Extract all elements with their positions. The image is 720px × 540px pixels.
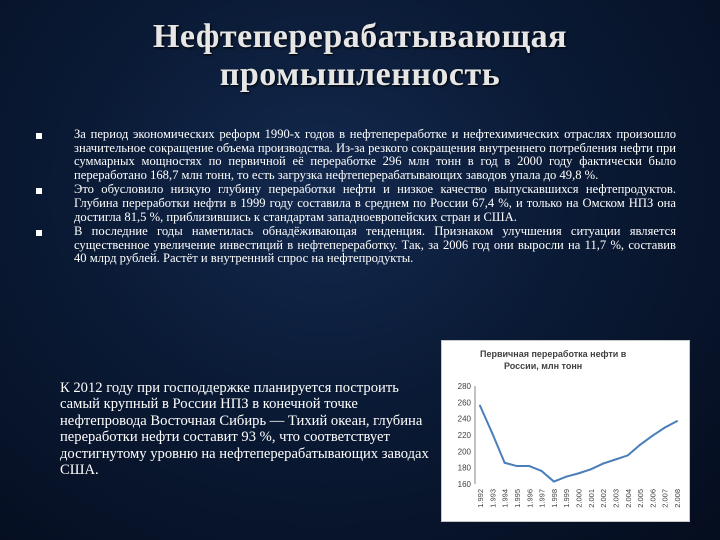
x-tick-label: 2.004 [623,489,633,508]
bullet-text: Это обусловило низкую глубину переработки нефти и низкое качество выпускавшихся нефтепродуктов. Глубина переработки нефти в 1999 году составила в среднем по России 67,4 %, и только на Омском НПЗ она достигла 81,5 %, приблизившись к стандартам западноевропейских стран и США. [74,182,676,224]
x-tick-label: 1.999 [562,489,572,508]
y-tick-label: 220 [457,431,471,440]
bullet-text: В последние годы наметилась обнадёживающая тенденция. Признаком улучшения ситуации является существенное увеличение инвестиций в нефтепереработку. Так, за 2006 год они выросли на 11,7 %, составив 40 млрд рублей. Растёт и внутренний спрос на нефтепродукты. [74,224,676,266]
data-point [516,465,518,467]
data-point [590,468,592,470]
y-tick-label: 180 [457,463,471,473]
y-tick-label: 160 [457,480,471,489]
series-line [480,406,677,482]
y-tick-label: 260 [457,398,471,408]
square-bullet-icon [36,230,42,236]
bullet-list [36,128,676,267]
y-tick-label: 200 [457,447,471,457]
x-tick-label: 2.000 [574,489,584,508]
data-point [614,459,616,461]
y-tick-label: 240 [457,414,471,424]
data-point [541,470,543,472]
data-point [664,427,666,429]
bottom-paragraph: К 2012 году при господдержке планируется построить самый крупный в России НПЗ в конечной точке нефтепровода Восточная Сибирь — Тихий океан, глубина переработки нефти составит 93 %, что соответствует достигнутому уровню на нефтеперерабатывающих заводах США. [60,380,429,479]
y-tick-label: 280 [457,382,471,391]
x-tick-label: 1.998 [549,489,559,508]
data-point [528,465,530,467]
line-chart [442,341,689,521]
chart-title: Первичная переработка нефти в России, млн тонн [480,349,627,371]
x-tick-label: 2.005 [636,489,646,508]
slide-title: Нефтеперерабатывающая промышленность [152,18,568,93]
x-tick-label: 1.995 [512,489,522,508]
bullet-text: За период экономических реформ 1990-х годов в нефтепереработке и нефтехимических отраслях произошло значительное сокращение объема производства. Из-за резкого сокращения внутреннего потребления нефти при суммарных мощностях по первичной её переработке 296 млн тонн в год в 2000 году фактически было переработано 168,7 млн тонн, то есть загрузка нефтеперерабатывающих заводов упала до 49,8 %. [74,127,676,182]
x-tick-label: 1.992 [476,489,485,508]
bullet-item [36,128,676,182]
data-point [479,405,481,407]
data-point [676,420,678,422]
data-point [627,454,629,456]
x-tick-label: 2.003 [611,489,621,508]
x-tick-label: 1.993 [488,489,498,508]
data-point [491,432,493,434]
data-point [651,435,653,437]
square-bullet-icon [36,133,42,139]
x-tick-label: 1.996 [525,489,535,508]
x-tick-label: 1.994 [500,489,510,508]
data-point [578,472,580,474]
square-bullet-icon [36,188,42,194]
chart-panel [441,340,690,522]
x-tick-label: 2.006 [648,489,658,508]
x-tick-label: 2.002 [599,489,609,508]
data-point [602,463,604,465]
data-point [639,444,641,446]
x-tick-label: 1.997 [537,489,547,508]
data-point [553,481,555,483]
x-tick-label: 2.007 [660,489,670,508]
bullet-item [36,183,676,224]
bullet-item [36,225,676,266]
data-point [504,462,506,464]
x-tick-label: 2.008 [673,489,682,508]
data-point [565,476,567,478]
x-tick-label: 2.001 [586,489,596,508]
